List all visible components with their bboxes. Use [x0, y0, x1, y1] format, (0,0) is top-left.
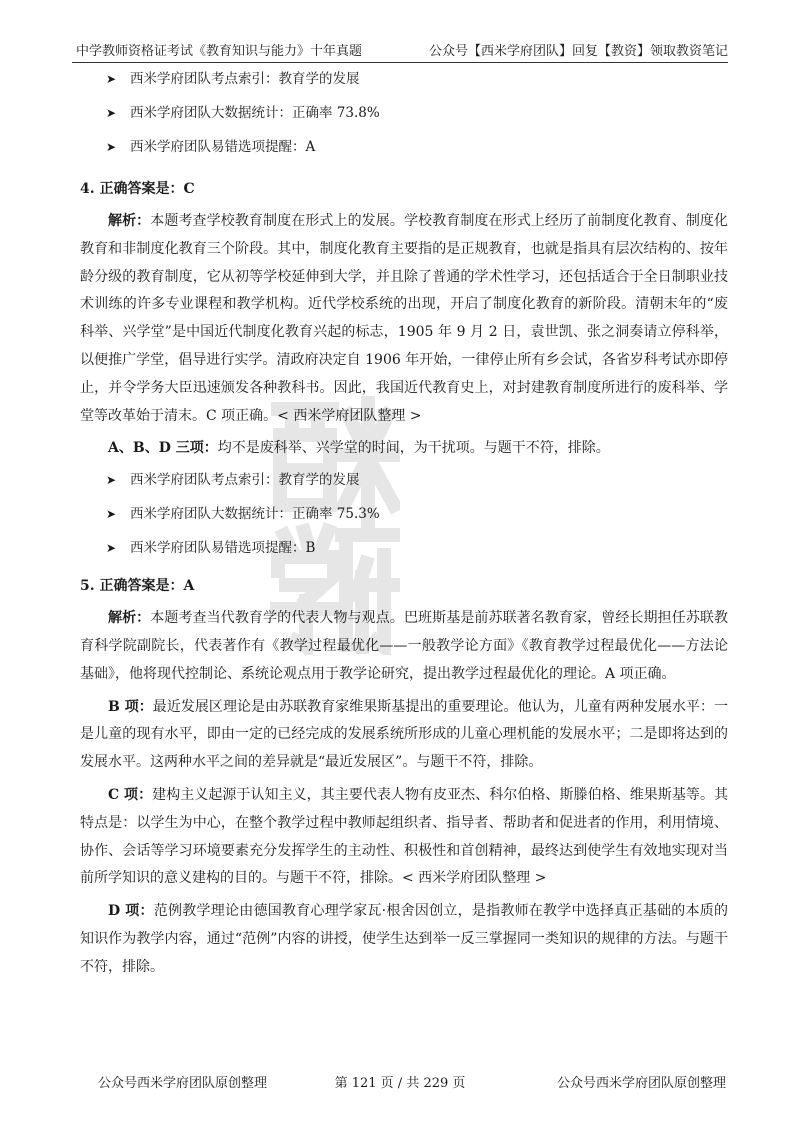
bullet-item	[80, 62, 728, 96]
bullet-text: 西米学府团队考点索引：教育学的发展	[130, 71, 360, 87]
bullet-text: 西米学府团队易错选项提醒：B	[130, 540, 316, 557]
arrow-bullet-icon: ➤	[106, 72, 117, 86]
options-label: A、B、D 三项：	[108, 440, 218, 457]
question-5-answer: 5. 正确答案是：A	[80, 578, 195, 595]
options-text: 均不是废科举、兴学堂的时间，为干扰项。与题干不符，排除。	[217, 440, 610, 457]
arrow-bullet-icon: ➤	[106, 473, 117, 488]
footer-right: 公众号西米学府团队原创整理	[556, 1076, 726, 1091]
bullet-item	[80, 497, 728, 531]
analysis-text: 本题考查当代教育学的代表人物与观点。巴班斯基是前苏联著名教育家，曾经长期担任苏联教育科学院副院长，代表著作有《教学过程最优化——一般教学论方面》《教育教学过程最优化——方法论基础》，他将现代控制论、系统论观点用于教学论研究，提出教学过程最优化的理论。A 项正确。	[80, 610, 728, 682]
bullet-item	[80, 531, 728, 565]
question-5-option-b	[80, 694, 728, 777]
analysis-label: 解析：	[108, 610, 151, 627]
bullet-text: 西米学府团队大数据统计：正确率 75.3%	[130, 506, 380, 523]
footer-left: 公众号西米学府团队原创整理	[98, 1076, 268, 1091]
arrow-bullet-icon: ➤	[106, 106, 117, 120]
option-c-label: C 项：	[108, 786, 153, 803]
question-4-analysis	[80, 208, 728, 430]
bullet-text: 西米学府团队大数据统计：正确率 73.8%	[130, 105, 380, 121]
analysis-label: 解析：	[108, 213, 151, 229]
analysis-text: 本题考查学校教育制度在形式上的发展。学校教育制度在形式上经历了前制度化教育、制度化教育和非制度化教育三个阶段。其中，制度化教育主要指的是正规教育，也就是指具有层次结构的、按年龄分级的教育制度，它从初等学校延伸到大学，并且除了普通的学术性学习，还包括适合于全日制职业技术训练的许多专业课程和教学机构。近代学校系统的出现，开启了制度化教育的新阶段。清朝末年的“废科举、兴学堂”是中国近代制度化教育兴起的标志，1905 年 9 月 2 日，袁世凯、张之洞奏请立停科举，以便推广学堂，倡导进行实学。清政府决定自 1906 年开始，一律停止所有乡会试，各省岁科考试亦即停止，并令学务大臣迅速颁发各种教科书。因此，我国近代教育史上，对封建教育制度所进行的废科举、学堂等改革始于清末。C 项正确。< 西米学府团队整理 >	[80, 213, 728, 424]
question-4-answer: 4. 正确答案是：C	[80, 181, 195, 197]
bullet-text: 西米学府团队考点索引：教育学的发展	[130, 472, 360, 489]
bullet-text: 西米学府团队易错选项提醒：A	[130, 139, 316, 155]
option-d-label: D 项：	[108, 903, 154, 920]
option-b-label: B 项：	[108, 698, 153, 715]
question-5-option-d	[80, 898, 728, 981]
option-c-text: 建构主义起源于认知主义，其主要代表人物有皮亚杰、科尔伯格、斯滕伯格、维果斯基等。其特点是：以学生为中心，在整个教学过程中教师起组织者、指导者、帮助者和促进者的作用，利用情境、协作、会话等学习环境要素充分发挥学生的主动性、积极性和首创精神，最终达到使学生有效地实现对当前所学知识的意义建构的目的。与题干不符，排除。< 西米学府团队整理 >	[80, 786, 728, 887]
bullet-item	[80, 130, 728, 164]
arrow-bullet-icon: ➤	[106, 507, 117, 522]
question-5-analysis	[80, 605, 728, 688]
header-title: 中学教师资格证考试《教育知识与能力》十年真题	[76, 44, 363, 59]
arrow-bullet-icon: ➤	[106, 140, 117, 154]
option-d-text: 范例教学理论由德国教育心理学家瓦·根舍因创立，是指教师在教学中选择真正基础的本质的知识作为教学内容，通过“范例”内容的讲授，使学生达到举一反三掌握同一类知识的规律的方法。与题干不符，排除。	[80, 903, 728, 975]
arrow-bullet-icon: ➤	[106, 541, 117, 556]
page-content	[80, 62, 728, 982]
option-b-text: 最近发展区理论是由苏联教育家维果斯基提出的重要理论。他认为，儿童有两种发展水平：一是儿童的现有水平，即由一定的已经完成的发展系统所形成的儿童心理机能的发展水平；二是即将达到的发展水平。这两种水平之间的差异就是“最近发展区”。与题干不符，排除。	[80, 698, 728, 771]
question-5-option-c	[80, 782, 728, 893]
bullet-item	[80, 463, 728, 497]
question-4-other-options	[80, 435, 728, 463]
bullet-item	[80, 96, 728, 130]
page-number: 第 121 页 / 共 229 页	[334, 1076, 466, 1091]
page-header	[72, 38, 728, 63]
header-promo: 公众号【西米学府团队】回复【教资】领取教资笔记	[428, 44, 728, 59]
